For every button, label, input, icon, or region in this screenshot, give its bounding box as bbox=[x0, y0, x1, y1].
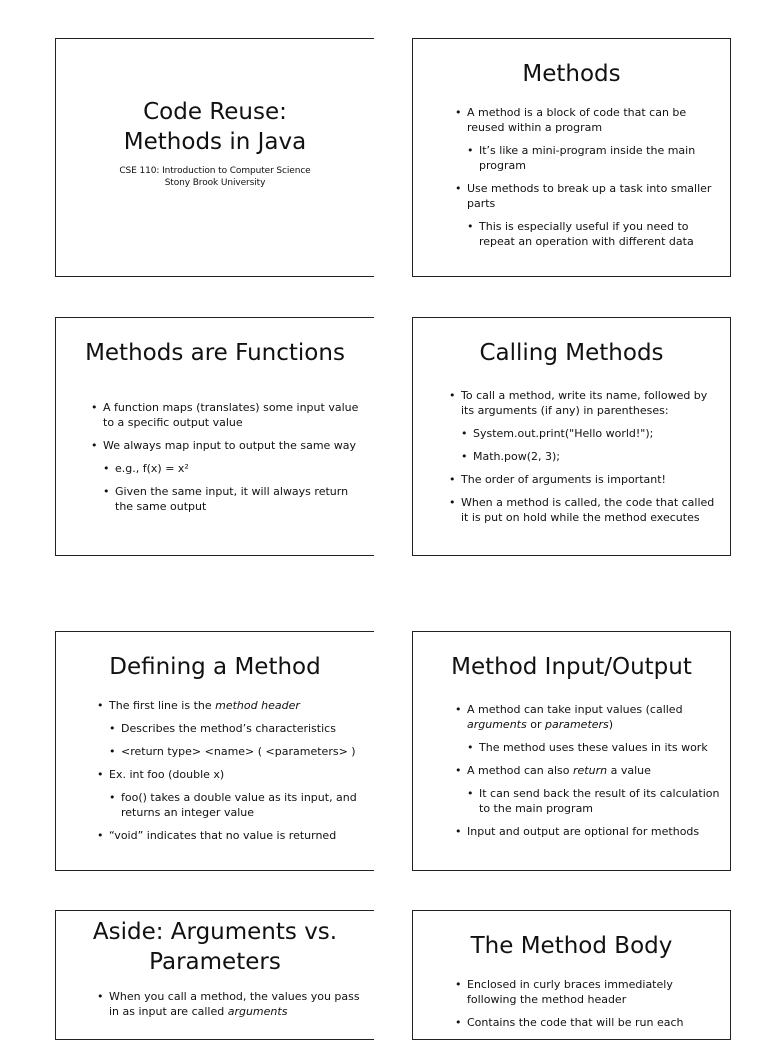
bullet-list bbox=[461, 388, 723, 533]
slide-methods bbox=[412, 38, 731, 277]
bullet-list bbox=[467, 977, 722, 1038]
slide-subtitle bbox=[56, 165, 374, 189]
sub-bullet-item: • This is especially useful if you need to repeat an operation with different data bbox=[479, 219, 717, 249]
subtitle-line: CSE 110: Introduction to Computer Science bbox=[119, 166, 311, 176]
slide-title bbox=[56, 97, 374, 157]
sub-bullet-item: • <return type> <name> ( <parameters> ) bbox=[121, 744, 371, 759]
bullet-item bbox=[109, 989, 371, 1019]
bullet-list bbox=[467, 105, 717, 257]
bullet-item: • We always map input to output the same way bbox=[103, 438, 365, 453]
slide-calling-methods bbox=[412, 317, 731, 556]
bullet-item bbox=[467, 702, 722, 732]
sub-bullet-item: • Describes the method’s characteristics bbox=[121, 721, 371, 736]
bullet-item: • Contains the code that will be run each bbox=[467, 1015, 722, 1030]
slide-title: Calling Methods bbox=[479, 340, 664, 366]
slide-defining-a-method bbox=[55, 631, 374, 871]
bullet-list bbox=[109, 698, 371, 851]
slide-title: Methods bbox=[522, 61, 621, 87]
sub-bullet-item: • The method uses these values in its work bbox=[479, 740, 722, 755]
bullet-item: • When a method is called, the code that called it is put on hold while the method executes bbox=[461, 495, 723, 525]
bullet-text: A method can take input values (called bbox=[467, 703, 683, 716]
bullet-text: A method can also bbox=[467, 764, 574, 777]
bullet-text: ) bbox=[608, 718, 614, 731]
bullet-list bbox=[109, 989, 371, 1027]
bullet-text: or bbox=[526, 718, 545, 731]
emphasis-text: return bbox=[573, 764, 608, 777]
bullet-item: • “void” indicates that no value is returned bbox=[109, 828, 371, 843]
bullet-item: • To call a method, write its name, followed by its arguments (if any) in parentheses: bbox=[461, 388, 723, 418]
slide-title bbox=[56, 917, 374, 977]
slide-title: Method Input/Output bbox=[451, 654, 692, 680]
title-line: Methods in Java bbox=[123, 129, 307, 155]
emphasis-text: arguments bbox=[467, 718, 527, 731]
bullet-item: • The order of arguments is important! bbox=[461, 472, 723, 487]
bullet-item: • Enclosed in curly braces immediately following the method header bbox=[467, 977, 722, 1007]
title-line: Code Reuse: bbox=[143, 99, 287, 125]
title-line: Parameters bbox=[149, 949, 281, 975]
bullet-item: • Ex. int foo (double x) bbox=[109, 767, 371, 782]
bullet-item: • A method is a block of code that can be reused within a program bbox=[467, 105, 717, 135]
slide-methods-are-functions bbox=[55, 317, 374, 556]
bullet-item bbox=[467, 763, 722, 778]
bullet-item: • Use methods to break up a task into smaller parts bbox=[467, 181, 717, 211]
bullet-item bbox=[109, 698, 371, 713]
bullet-text: When you call a method, the values you pass in as input are called bbox=[109, 990, 360, 1018]
emphasis-text: method header bbox=[215, 699, 300, 712]
subtitle-line: Stony Brook University bbox=[164, 178, 266, 188]
sub-bullet-item: • Math.pow(2, 3); bbox=[473, 449, 723, 464]
sub-bullet-item: • Given the same input, it will always return the same output bbox=[115, 484, 365, 514]
slide-the-method-body bbox=[412, 910, 731, 1040]
slide-title: The Method Body bbox=[470, 933, 673, 959]
slide-title: Defining a Method bbox=[109, 654, 321, 680]
sub-bullet-item: • e.g., f(x) = x² bbox=[115, 461, 365, 476]
slide-code-reuse bbox=[55, 38, 374, 277]
sub-bullet-item: • System.out.print("Hello world!"); bbox=[473, 426, 723, 441]
slide-title: Methods are Functions bbox=[85, 340, 345, 366]
bullet-text: a value bbox=[607, 764, 651, 777]
slide-method-input-output bbox=[412, 631, 731, 871]
sub-bullet-item: • It’s like a mini-program inside the main program bbox=[479, 143, 717, 173]
bullet-list bbox=[467, 702, 722, 847]
emphasis-text: arguments bbox=[227, 1005, 288, 1018]
title-line: Aside: Arguments vs. bbox=[92, 919, 338, 945]
bullet-item: • A function maps (translates) some input value to a specific output value bbox=[103, 400, 365, 430]
slide-arguments-vs-parameters bbox=[55, 910, 374, 1040]
bullet-text: The first line is the bbox=[109, 699, 216, 712]
sub-bullet-item: • It can send back the result of its calculation to the main program bbox=[479, 786, 722, 816]
bullet-item: • Input and output are optional for methods bbox=[467, 824, 722, 839]
bullet-list bbox=[103, 400, 365, 522]
emphasis-text: parameters bbox=[544, 718, 609, 731]
sub-bullet-item: • foo() takes a double value as its input, and returns an integer value bbox=[121, 790, 371, 820]
